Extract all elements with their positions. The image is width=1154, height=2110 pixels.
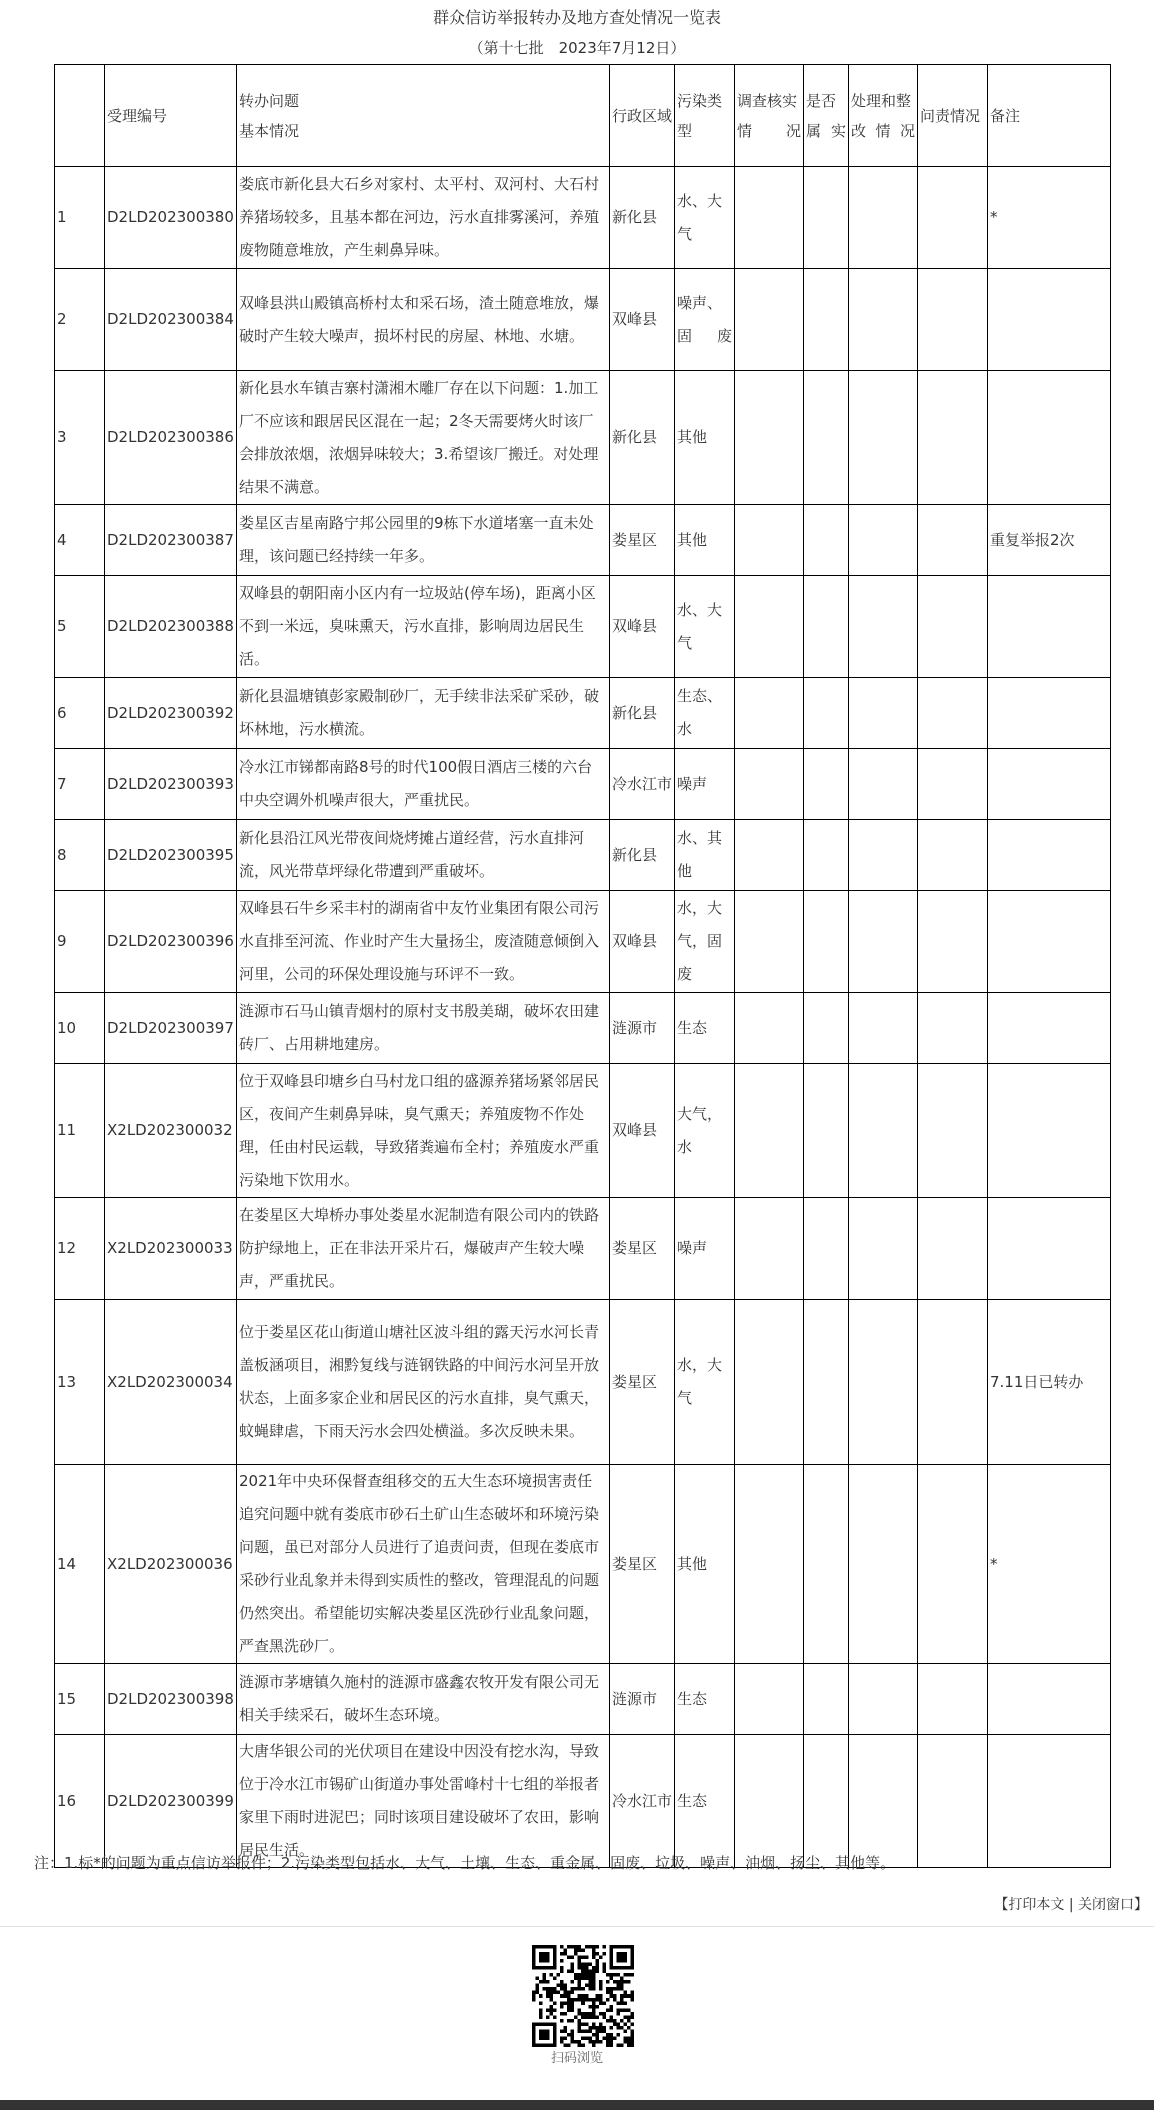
cell-remarks: * bbox=[988, 167, 1111, 269]
cell-verified bbox=[804, 1465, 849, 1664]
cell-verified bbox=[804, 820, 849, 891]
cell-region: 双峰县 bbox=[610, 269, 675, 371]
cell-handling bbox=[849, 505, 918, 576]
cell-accountability bbox=[918, 1664, 988, 1735]
cell-remarks: 7.11日已转办 bbox=[988, 1300, 1111, 1465]
cell-code: D2LD202300386 bbox=[105, 371, 237, 505]
cell-region: 冷水江市 bbox=[610, 1735, 675, 1868]
cell-remarks bbox=[988, 1064, 1111, 1198]
table-row bbox=[55, 749, 1111, 820]
cell-code: D2LD202300393 bbox=[105, 749, 237, 820]
cell-investigation bbox=[735, 1664, 804, 1735]
cell-accountability bbox=[918, 505, 988, 576]
qr-label: 扫码浏览 bbox=[550, 2051, 603, 2066]
cell-code: X2LD202300033 bbox=[105, 1198, 237, 1300]
cell-remarks: * bbox=[988, 1465, 1111, 1664]
cell-no: 15 bbox=[55, 1664, 105, 1735]
cell-accountability bbox=[918, 1198, 988, 1300]
cell-issue: 新化县水车镇吉寨村潇湘木雕厂存在以下问题：1.加工厂不应该和跟居民区混在一起；2冬天需要烤火时该厂会排放浓烟，浓烟异味较大；3.希望该厂搬迁。对处理结果不满意。 bbox=[237, 371, 610, 505]
cell-code: D2LD202300392 bbox=[105, 678, 237, 749]
cell-region: 新化县 bbox=[610, 820, 675, 891]
cell-no: 11 bbox=[55, 1064, 105, 1198]
cell-accountability bbox=[918, 678, 988, 749]
cell-pollution: 水，大气，固废 bbox=[675, 891, 735, 993]
table-row bbox=[55, 820, 1111, 891]
divider bbox=[0, 1926, 1154, 1927]
table-row bbox=[55, 269, 1111, 371]
cell-issue: 涟源市茅塘镇久施村的涟源市盛鑫农牧开发有限公司无相关手续采石，破坏生态环境。 bbox=[237, 1664, 610, 1735]
cell-pollution: 生态 bbox=[675, 1735, 735, 1868]
cell-handling bbox=[849, 167, 918, 269]
header-issue bbox=[237, 65, 610, 167]
cell-verified bbox=[804, 505, 849, 576]
table-row bbox=[55, 1198, 1111, 1300]
cell-verified bbox=[804, 1300, 849, 1465]
header-remarks: 备注 bbox=[988, 65, 1111, 167]
cell-remarks bbox=[988, 1735, 1111, 1868]
cell-remarks bbox=[988, 891, 1111, 993]
cell-code: X2LD202300032 bbox=[105, 1064, 237, 1198]
header-issue-line1: 转办问题 bbox=[239, 91, 300, 110]
cell-issue: 2021年中央环保督查组移交的五大生态环境损害责任追究问题中就有娄底市砂石土矿山生态破坏和环境污染问题，虽已对部分人员进行了追责问责，但现在娄底市采砂行业乱象并未得到实质性的整改，管理混乱的问题仍然突出。希望能切实解决娄星区洗砂行业乱象问题，严查黑洗砂厂。 bbox=[237, 1465, 610, 1664]
cell-issue: 在娄星区大埠桥办事处娄星水泥制造有限公司内的铁路防护绿地上，正在非法开采片石，爆破声产生较大噪声，严重扰民。 bbox=[237, 1198, 610, 1300]
cell-no: 13 bbox=[55, 1300, 105, 1465]
cell-code: D2LD202300388 bbox=[105, 576, 237, 678]
cell-remarks bbox=[988, 269, 1111, 371]
cell-issue: 涟源市石马山镇青烟村的原村支书殷美瑚，破坏农田建砖厂、占用耕地建房。 bbox=[237, 993, 610, 1064]
cell-accountability bbox=[918, 1735, 988, 1868]
cell-accountability bbox=[918, 993, 988, 1064]
cell-pollution: 其他 bbox=[675, 1465, 735, 1664]
cell-accountability bbox=[918, 576, 988, 678]
cell-pollution: 水、大气 bbox=[675, 167, 735, 269]
cell-handling bbox=[849, 1300, 918, 1465]
print-link[interactable]: 打印本文 bbox=[1008, 1897, 1065, 1913]
table-body bbox=[55, 167, 1111, 1868]
cell-issue: 双峰县石牛乡采丰村的湖南省中友竹业集团有限公司污水直排至河流、作业时产生大量扬尘，废渣随意倾倒入河里，公司的环保处理设施与环评不一致。 bbox=[237, 891, 610, 993]
cell-region: 冷水江市 bbox=[610, 749, 675, 820]
cell-verified bbox=[804, 167, 849, 269]
cell-verified bbox=[804, 1664, 849, 1735]
cell-region: 涟源市 bbox=[610, 993, 675, 1064]
cell-region: 娄星区 bbox=[610, 505, 675, 576]
table-row bbox=[55, 993, 1111, 1064]
cell-accountability bbox=[918, 167, 988, 269]
cell-no: 16 bbox=[55, 1735, 105, 1868]
cell-no: 10 bbox=[55, 993, 105, 1064]
cell-no: 14 bbox=[55, 1465, 105, 1664]
cell-region: 双峰县 bbox=[610, 1064, 675, 1198]
header-no bbox=[55, 65, 105, 167]
cell-pollution: 水，大气 bbox=[675, 1300, 735, 1465]
cell-handling bbox=[849, 820, 918, 891]
cell-code: D2LD202300399 bbox=[105, 1735, 237, 1868]
cell-accountability bbox=[918, 891, 988, 993]
cell-verified bbox=[804, 678, 849, 749]
cell-handling bbox=[849, 678, 918, 749]
cell-no: 3 bbox=[55, 371, 105, 505]
cell-issue: 娄星区吉星南路宁邦公园里的9栋下水道堵塞一直未处理，该问题已经持续一年多。 bbox=[237, 505, 610, 576]
cell-code: D2LD202300396 bbox=[105, 891, 237, 993]
cell-handling bbox=[849, 576, 918, 678]
cell-handling bbox=[849, 371, 918, 505]
cell-handling bbox=[849, 1465, 918, 1664]
table-row bbox=[55, 1735, 1111, 1868]
cell-accountability bbox=[918, 269, 988, 371]
header-investigation: 调查核实情况 bbox=[735, 65, 804, 167]
cell-pollution: 其他 bbox=[675, 371, 735, 505]
print-close-links: 【打印本文 | 关闭窗口】 bbox=[994, 1897, 1148, 1913]
cell-issue: 冷水江市锑都南路8号的时代100假日酒店三楼的六台中央空调外机噪声很大，严重扰民。 bbox=[237, 749, 610, 820]
cell-region: 涟源市 bbox=[610, 1664, 675, 1735]
cell-code: D2LD202300395 bbox=[105, 820, 237, 891]
cell-region: 双峰县 bbox=[610, 576, 675, 678]
header-handling: 处理和整改情况 bbox=[849, 65, 918, 167]
header-verified: 是否属实 bbox=[804, 65, 849, 167]
cell-remarks bbox=[988, 820, 1111, 891]
table-row bbox=[55, 1465, 1111, 1664]
cell-handling bbox=[849, 993, 918, 1064]
cell-issue: 大唐华银公司的光伏项目在建设中因没有挖水沟，导致位于冷水江市锡矿山街道办事处雷峰村十七组的举报者家里下雨时进泥巴；同时该项目建设破坏了农田，影响居民生活。 bbox=[237, 1735, 610, 1868]
cell-issue: 双峰县洪山殿镇高桥村太和采石场，渣土随意堆放，爆破时产生较大噪声，损坏村民的房屋、林地、水塘。 bbox=[237, 269, 610, 371]
cell-investigation bbox=[735, 993, 804, 1064]
cell-handling bbox=[849, 1664, 918, 1735]
cell-accountability bbox=[918, 1300, 988, 1465]
close-window-link[interactable]: 关闭窗口 bbox=[1078, 1897, 1134, 1913]
cell-issue: 新化县温塘镇彭家殿制砂厂，无手续非法采矿采砂，破坏林地，污水横流。 bbox=[237, 678, 610, 749]
cell-investigation bbox=[735, 1465, 804, 1664]
cell-verified bbox=[804, 993, 849, 1064]
header-code: 受理编号 bbox=[105, 65, 237, 167]
cell-investigation bbox=[735, 576, 804, 678]
cell-code: D2LD202300398 bbox=[105, 1664, 237, 1735]
cell-pollution: 噪声 bbox=[675, 1198, 735, 1300]
cell-investigation bbox=[735, 891, 804, 993]
page-subtitle: （第十七批 2023年7月12日） bbox=[468, 39, 686, 57]
cell-region: 娄星区 bbox=[610, 1465, 675, 1664]
cell-verified bbox=[804, 269, 849, 371]
cell-verified bbox=[804, 891, 849, 993]
header-region: 行政区域 bbox=[610, 65, 675, 167]
cell-no: 9 bbox=[55, 891, 105, 993]
cell-no: 7 bbox=[55, 749, 105, 820]
cell-pollution: 水、其他 bbox=[675, 820, 735, 891]
table-row bbox=[55, 576, 1111, 678]
cell-investigation bbox=[735, 269, 804, 371]
cell-verified bbox=[804, 576, 849, 678]
complaints-table bbox=[54, 64, 1111, 1868]
cell-region: 新化县 bbox=[610, 167, 675, 269]
cell-investigation bbox=[735, 505, 804, 576]
cell-verified bbox=[804, 1735, 849, 1868]
cell-code: X2LD202300036 bbox=[105, 1465, 237, 1664]
cell-issue: 娄底市新化县大石乡对家村、太平村、双河村、大石村养猪场较多，且基本都在河边，污水直排雾溪河，养殖废物随意堆放，产生刺鼻异味。 bbox=[237, 167, 610, 269]
table-row bbox=[55, 371, 1111, 505]
page-title: 群众信访举报转办及地方查处情况一览表 bbox=[432, 8, 721, 27]
cell-code: D2LD202300380 bbox=[105, 167, 237, 269]
cell-remarks bbox=[988, 576, 1111, 678]
cell-accountability bbox=[918, 371, 988, 505]
cell-accountability bbox=[918, 820, 988, 891]
table-row bbox=[55, 167, 1111, 269]
cell-issue: 位于娄星区花山街道山塘社区波斗组的露天污水河长青盖板涵项目，湘黔复线与涟钢铁路的中间污水河呈开放状态，上面多家企业和居民区的污水直排，臭气熏天，蚊蝇肆虐，下雨天污水会四处横溢。多次反映未果。 bbox=[237, 1300, 610, 1465]
table-header-row bbox=[55, 65, 1111, 167]
table-row bbox=[55, 1300, 1111, 1465]
cell-remarks bbox=[988, 993, 1111, 1064]
cell-no: 5 bbox=[55, 576, 105, 678]
cell-no: 4 bbox=[55, 505, 105, 576]
cell-investigation bbox=[735, 1198, 804, 1300]
cell-pollution: 水、大气 bbox=[675, 576, 735, 678]
cell-verified bbox=[804, 1064, 849, 1198]
table-row bbox=[55, 1064, 1111, 1198]
cell-pollution: 大气，水 bbox=[675, 1064, 735, 1198]
cell-code: D2LD202300384 bbox=[105, 269, 237, 371]
header-pollution: 污染类型 bbox=[675, 65, 735, 167]
cell-no: 6 bbox=[55, 678, 105, 749]
cell-issue: 新化县沿江风光带夜间烧烤摊占道经营，污水直排河流，风光带草坪绿化带遭到严重破坏。 bbox=[237, 820, 610, 891]
cell-accountability bbox=[918, 1064, 988, 1198]
table-row bbox=[55, 891, 1111, 993]
cell-handling bbox=[849, 891, 918, 993]
cell-region: 新化县 bbox=[610, 371, 675, 505]
cell-investigation bbox=[735, 1300, 804, 1465]
cell-pollution: 噪声 bbox=[675, 749, 735, 820]
cell-remarks: 重复举报2次 bbox=[988, 505, 1111, 576]
cell-code: D2LD202300397 bbox=[105, 993, 237, 1064]
cell-investigation bbox=[735, 820, 804, 891]
cell-remarks bbox=[988, 749, 1111, 820]
cell-region: 娄星区 bbox=[610, 1198, 675, 1300]
cell-pollution: 生态、水 bbox=[675, 678, 735, 749]
cell-remarks bbox=[988, 678, 1111, 749]
cell-no: 12 bbox=[55, 1198, 105, 1300]
cell-investigation bbox=[735, 167, 804, 269]
qr-code-icon bbox=[532, 1945, 634, 2047]
header-issue-line2: 基本情况 bbox=[239, 121, 300, 140]
cell-verified bbox=[804, 1198, 849, 1300]
cell-investigation bbox=[735, 1064, 804, 1198]
cell-accountability bbox=[918, 749, 988, 820]
cell-investigation bbox=[735, 1735, 804, 1868]
cell-investigation bbox=[735, 749, 804, 820]
bottom-bar bbox=[0, 2100, 1154, 2110]
cell-pollution: 生态 bbox=[675, 1664, 735, 1735]
cell-remarks bbox=[988, 1664, 1111, 1735]
cell-issue: 双峰县的朝阳南小区内有一垃圾站(停车场)，距离小区不到一米远，臭味熏天，污水直排，影响周边居民生活。 bbox=[237, 576, 610, 678]
cell-pollution: 其他 bbox=[675, 505, 735, 576]
cell-handling bbox=[849, 1735, 918, 1868]
cell-accountability bbox=[918, 1465, 988, 1664]
cell-verified bbox=[804, 749, 849, 820]
table-row bbox=[55, 678, 1111, 749]
cell-pollution: 生态 bbox=[675, 993, 735, 1064]
cell-investigation bbox=[735, 678, 804, 749]
cell-verified bbox=[804, 371, 849, 505]
header-accountability: 问责情况 bbox=[918, 65, 988, 167]
cell-pollution: 噪声、固废 bbox=[675, 269, 735, 371]
cell-region: 娄星区 bbox=[610, 1300, 675, 1465]
cell-code: D2LD202300387 bbox=[105, 505, 237, 576]
cell-handling bbox=[849, 749, 918, 820]
cell-handling bbox=[849, 1198, 918, 1300]
cell-no: 2 bbox=[55, 269, 105, 371]
table-row bbox=[55, 1664, 1111, 1735]
cell-remarks bbox=[988, 371, 1111, 505]
cell-remarks bbox=[988, 1198, 1111, 1300]
cell-no: 1 bbox=[55, 167, 105, 269]
cell-no: 8 bbox=[55, 820, 105, 891]
cell-handling bbox=[849, 1064, 918, 1198]
footnote: 注：1.标*的问题为重点信访举报件；2.污染类型包括水、大气、土壤、生态、重金属、固废、垃圾、噪声、油烟、扬尘、其他等。 bbox=[34, 1854, 896, 1872]
cell-handling bbox=[849, 269, 918, 371]
cell-region: 双峰县 bbox=[610, 891, 675, 993]
cell-issue: 位于双峰县印塘乡白马村龙口组的盛源养猪场紧邻居民区，夜间产生刺鼻异味，臭气熏天；养殖废物不作处理，任由村民运载，导致猪粪遍布全村；养殖废水严重污染地下饮用水。 bbox=[237, 1064, 610, 1198]
cell-code: X2LD202300034 bbox=[105, 1300, 237, 1465]
cell-region: 新化县 bbox=[610, 678, 675, 749]
table-row bbox=[55, 505, 1111, 576]
cell-investigation bbox=[735, 371, 804, 505]
